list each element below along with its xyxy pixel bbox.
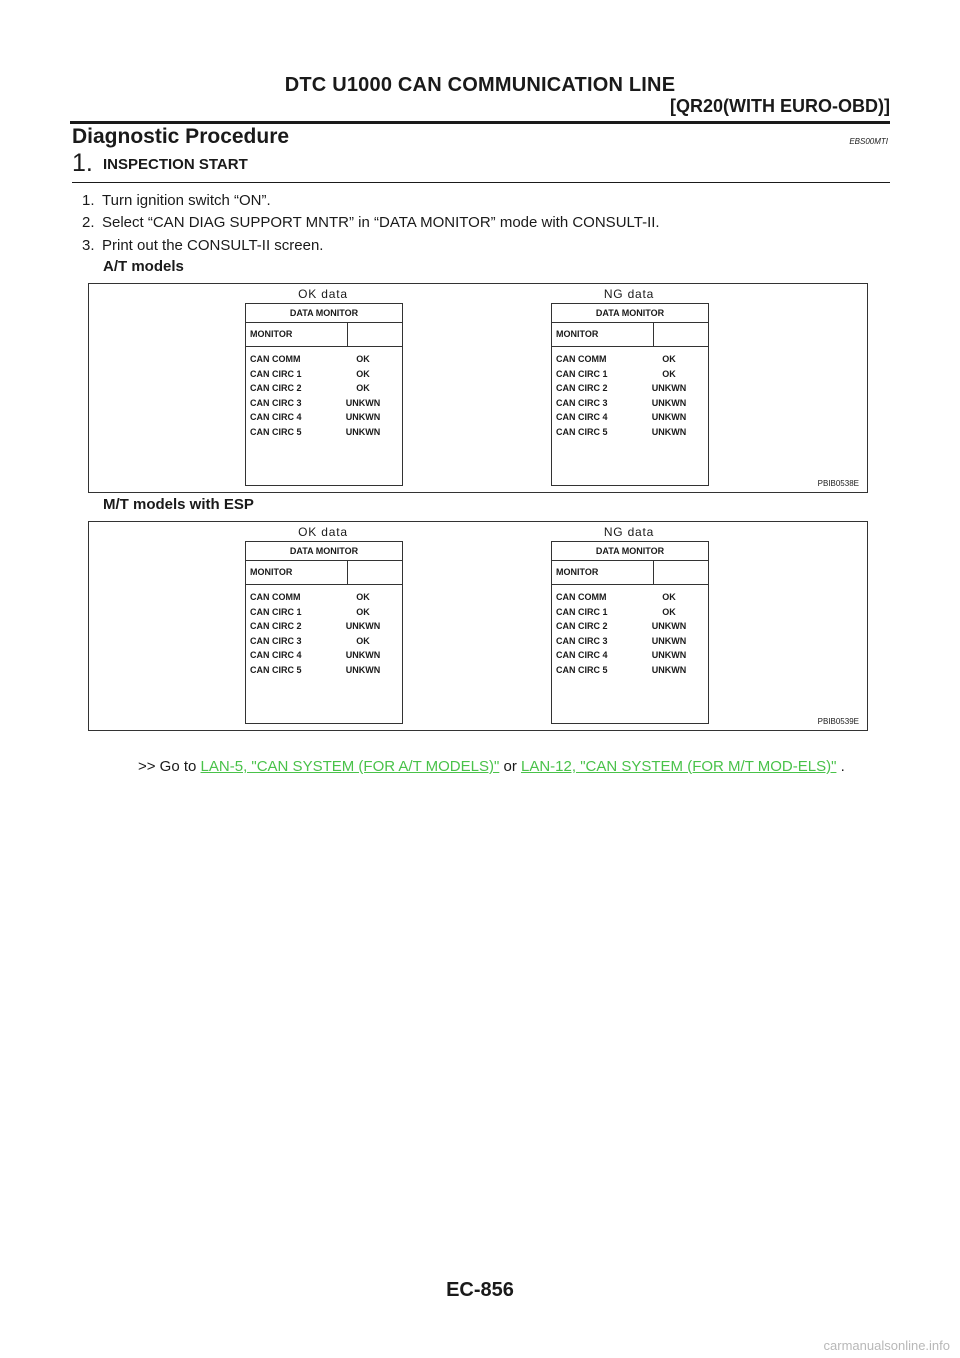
monitor-item: CAN CIRC 4 — [250, 650, 302, 660]
monitor-row — [246, 425, 402, 440]
monitor-row — [246, 381, 402, 396]
monitor-row — [246, 590, 402, 605]
monitor-row — [552, 619, 708, 634]
monitor-row — [552, 410, 708, 425]
monitor-row — [552, 352, 708, 367]
monitor-value: UNKWN — [651, 621, 687, 631]
instruction-number: 3. — [82, 237, 95, 254]
figure-caption-ng: NG data — [603, 525, 655, 539]
goto-instruction — [138, 756, 890, 777]
monitor-item: CAN CIRC 2 — [556, 621, 608, 631]
panel-header: DATA MONITOR — [552, 542, 708, 561]
link-lan-5[interactable]: LAN-5, "CAN SYSTEM (FOR A/T MODELS)" — [200, 758, 500, 775]
panel-monitor-label: MONITOR — [250, 329, 293, 339]
monitor-item: CAN CIRC 5 — [250, 426, 302, 437]
instruction-text: Print out the CONSULT-II screen. — [102, 237, 324, 254]
monitor-value: OK — [662, 606, 676, 617]
figure-caption-ng: NG data — [603, 287, 655, 301]
panel-monitor-row — [246, 561, 402, 585]
instruction-number: 2. — [82, 214, 95, 231]
page-number: EC-856 — [446, 1279, 514, 1301]
monitor-value: OK — [662, 354, 676, 364]
monitor-item: CAN CIRC 1 — [556, 368, 608, 379]
monitor-item: CAN CIRC 4 — [556, 650, 608, 660]
monitor-row — [246, 605, 402, 620]
panel-header: DATA MONITOR — [246, 304, 402, 323]
monitor-value: UNKWN — [651, 635, 687, 646]
panel-monitor-row — [246, 323, 402, 347]
section-title: Diagnostic Procedure — [72, 125, 290, 148]
panel-divider — [653, 561, 654, 584]
figure-caption-ok: OK data — [298, 287, 348, 301]
panel-divider — [653, 323, 654, 346]
monitor-row — [246, 352, 402, 367]
goto-middle: or — [499, 758, 521, 775]
monitor-item: CAN CIRC 2 — [250, 621, 302, 631]
monitor-item: CAN CIRC 5 — [250, 664, 302, 675]
monitor-value: UNKWN — [651, 426, 687, 437]
monitor-row — [552, 634, 708, 649]
monitor-item: CAN CIRC 3 — [250, 397, 302, 408]
section-code: EBS00MTI — [849, 137, 888, 146]
monitor-row — [246, 663, 402, 678]
monitor-row — [552, 425, 708, 440]
monitor-value: UNKWN — [345, 621, 381, 631]
monitor-item: CAN COMM — [556, 354, 607, 364]
instruction-text: Select “CAN DIAG SUPPORT MNTR” in “DATA MONITOR” mode with CONSULT-II. — [102, 214, 660, 231]
panel-monitor-row — [552, 323, 708, 347]
monitor-value: OK — [356, 606, 370, 617]
monitor-item: CAN CIRC 5 — [556, 426, 608, 437]
data-monitor-panel-ok — [245, 303, 403, 486]
figure-at-models — [88, 283, 868, 493]
footer-watermark: carmanualsonline.info — [823, 1338, 950, 1353]
step-rule — [72, 182, 890, 183]
panel-monitor-label: MONITOR — [556, 567, 599, 577]
monitor-item: CAN COMM — [250, 592, 301, 602]
panel-divider — [347, 561, 348, 584]
monitor-value: UNKWN — [651, 397, 687, 408]
data-monitor-panel-ok — [245, 541, 403, 724]
header-rule — [70, 121, 890, 124]
link-lan-12[interactable]: LAN-12, "CAN SYSTEM (FOR M/T MOD-ELS)" — [521, 758, 837, 775]
figure-mt-models — [88, 521, 868, 731]
data-monitor-panel-ng — [551, 541, 709, 724]
monitor-value: OK — [662, 368, 676, 379]
monitor-value: OK — [356, 383, 370, 393]
figure-label-at: A/T models — [103, 258, 184, 275]
figure-caption-ok: OK data — [298, 525, 348, 539]
instruction-number: 1. — [82, 192, 95, 209]
page-header-title: DTC U1000 CAN COMMUNICATION LINE — [284, 74, 676, 96]
monitor-row — [552, 663, 708, 678]
monitor-item: CAN CIRC 4 — [556, 412, 608, 422]
page-header-subtitle: [QR20(WITH EURO-OBD)] — [670, 96, 890, 116]
monitor-item: CAN CIRC 4 — [250, 412, 302, 422]
monitor-value: UNKWN — [345, 650, 381, 660]
monitor-item: CAN COMM — [250, 354, 301, 364]
monitor-value: UNKWN — [345, 664, 381, 675]
step-title: INSPECTION START — [103, 156, 248, 173]
monitor-item: CAN CIRC 1 — [556, 606, 608, 617]
panel-header: DATA MONITOR — [552, 304, 708, 323]
monitor-item: CAN CIRC 1 — [250, 606, 302, 617]
monitor-value: OK — [356, 354, 370, 364]
monitor-item: CAN CIRC 3 — [556, 397, 608, 408]
monitor-row — [552, 367, 708, 382]
panel-monitor-row — [552, 561, 708, 585]
monitor-value: UNKWN — [651, 664, 687, 675]
instruction-1 — [82, 192, 271, 209]
monitor-row — [246, 619, 402, 634]
instruction-3 — [82, 237, 323, 254]
step-number: 1. — [72, 149, 93, 177]
monitor-row — [552, 648, 708, 663]
monitor-item: CAN COMM — [556, 592, 607, 602]
monitor-value: UNKWN — [651, 412, 687, 422]
monitor-item: CAN CIRC 1 — [250, 368, 302, 379]
monitor-row — [246, 410, 402, 425]
monitor-value: UNKWN — [651, 383, 687, 393]
monitor-row — [246, 648, 402, 663]
goto-suffix: . — [836, 758, 845, 775]
monitor-value: UNKWN — [651, 650, 687, 660]
monitor-value: UNKWN — [345, 412, 381, 422]
monitor-value: OK — [662, 592, 676, 602]
monitor-row — [246, 367, 402, 382]
monitor-item: CAN CIRC 5 — [556, 664, 608, 675]
monitor-item: CAN CIRC 3 — [556, 635, 608, 646]
monitor-item: CAN CIRC 2 — [556, 383, 608, 393]
monitor-row — [246, 634, 402, 649]
monitor-value: UNKWN — [345, 426, 381, 437]
panel-monitor-label: MONITOR — [556, 329, 599, 339]
monitor-value: OK — [356, 368, 370, 379]
monitor-value: OK — [356, 635, 370, 646]
monitor-row — [246, 396, 402, 411]
panel-monitor-label: MONITOR — [250, 567, 293, 577]
monitor-value: OK — [356, 592, 370, 602]
figure-id: PBIB0539E — [817, 717, 859, 726]
monitor-value: UNKWN — [345, 397, 381, 408]
panel-header: DATA MONITOR — [246, 542, 402, 561]
panel-divider — [347, 323, 348, 346]
figure-label-mt: M/T models with ESP — [103, 496, 254, 513]
monitor-row — [552, 590, 708, 605]
instruction-text: Turn ignition switch “ON”. — [102, 192, 271, 209]
goto-prefix: >> Go to — [138, 758, 201, 775]
monitor-row — [552, 605, 708, 620]
instruction-2 — [82, 214, 660, 231]
monitor-item: CAN CIRC 2 — [250, 383, 302, 393]
monitor-item: CAN CIRC 3 — [250, 635, 302, 646]
monitor-row — [552, 396, 708, 411]
data-monitor-panel-ng — [551, 303, 709, 486]
monitor-row — [552, 381, 708, 396]
figure-id: PBIB0538E — [817, 479, 859, 488]
